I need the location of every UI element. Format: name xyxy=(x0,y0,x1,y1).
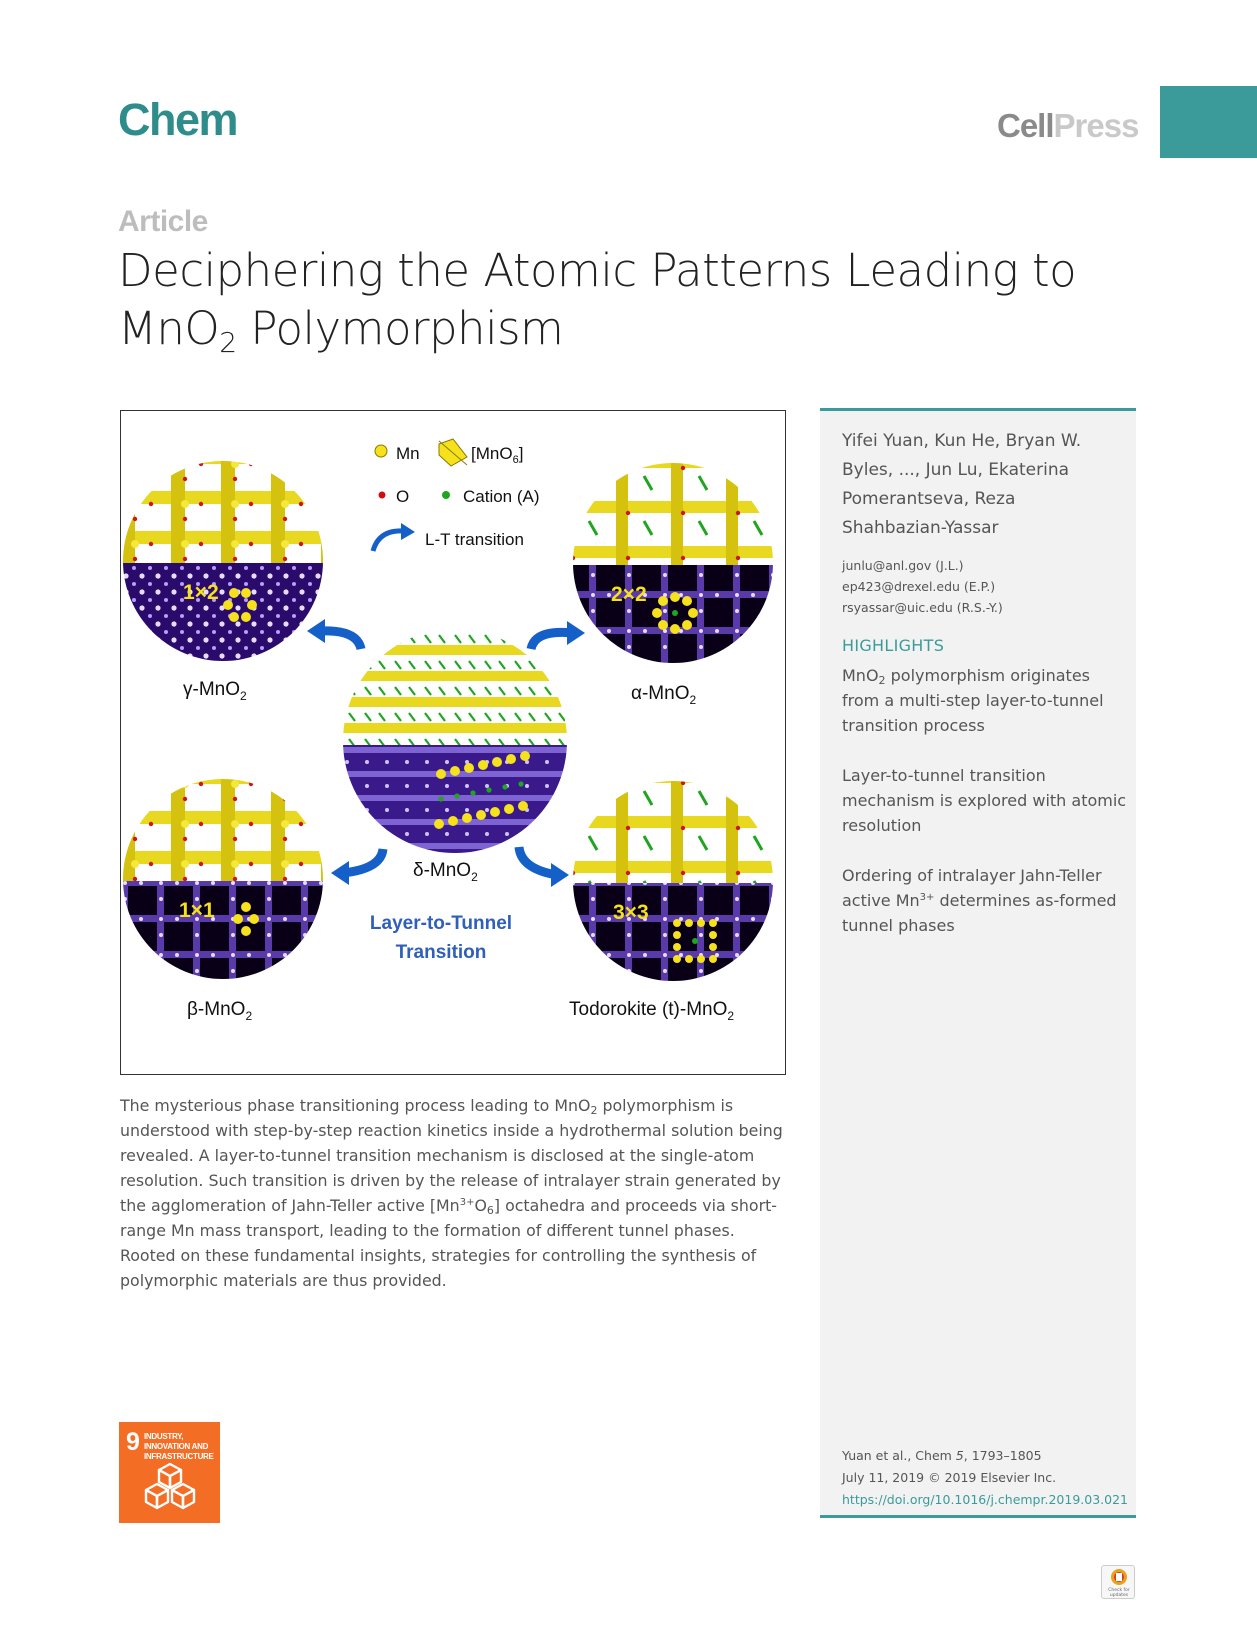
highlights-heading: HIGHLIGHTS xyxy=(842,636,945,655)
center-caption-line1: Layer-to-Tunnel xyxy=(369,913,513,934)
citation-date: July 11, 2019 © 2019 Elsevier Inc. xyxy=(842,1470,1057,1485)
email-link[interactable]: junlu@anl.gov (J.L.) xyxy=(842,558,964,573)
todorokite-mno2-circle xyxy=(571,781,781,983)
email-link[interactable]: rsyassar@uic.edu (R.S.-Y.) xyxy=(842,600,1003,615)
section-color-tab xyxy=(1160,86,1257,158)
legend-cation-marker xyxy=(442,491,450,499)
alpha-mno2-circle xyxy=(571,463,781,665)
gamma-mno2-label: γ-MnO$_2$ xyxy=(183,679,247,703)
gamma-tunnel-size: 1×2 xyxy=(183,581,219,604)
title-line-1: Deciphering the Atomic Patterns Leading to xyxy=(118,244,1077,297)
graphical-abstract xyxy=(120,410,786,1075)
journal-logo: Chem xyxy=(118,94,238,145)
highlight-item: Layer-to-tunnel transition mechanism is explored with atomic resolution xyxy=(842,766,1127,835)
graphical-abstract-drawing xyxy=(121,411,785,1074)
arrow-to-gamma xyxy=(319,631,361,649)
legend-mno6-marker xyxy=(439,439,467,466)
correspondence-emails xyxy=(842,555,1003,618)
legend-mn-marker xyxy=(375,445,387,457)
publisher-logo xyxy=(997,107,1138,145)
highlights-list xyxy=(842,663,1132,963)
citation-block xyxy=(842,1445,1128,1511)
check-for-updates-badge[interactable] xyxy=(1101,1565,1135,1599)
center-caption-line2: Transition xyxy=(395,942,487,963)
sdg-label: INDUSTRY, INNOVATION AND INFRASTRUCTURE xyxy=(144,1432,214,1461)
legend-mn-label: Mn xyxy=(396,444,420,463)
delta-mno2-label: δ-MnO$_2$ xyxy=(413,860,478,884)
alpha-cation-dot xyxy=(672,610,678,616)
alpha-tunnel-size: 2×2 xyxy=(611,583,647,606)
legend-lt-arrow xyxy=(373,531,405,551)
article-title xyxy=(118,242,1138,358)
updates-icon xyxy=(1102,1566,1136,1588)
article-type: Article xyxy=(118,205,208,238)
publisher-logo-part1: Cell xyxy=(997,107,1054,144)
email-link[interactable]: ep423@drexel.edu (E.P.) xyxy=(842,579,996,594)
updates-label: Check for updates xyxy=(1108,1588,1130,1598)
publisher-logo-part2: Press xyxy=(1053,107,1139,144)
author-list: Yifei Yuan, Kun He, Bryan W. Byles, ..., Jun Lu, Ekaterina Pomerantseva, Reza Shahbazian-Yassar xyxy=(842,431,1082,538)
delta-mno2-circle xyxy=(331,621,571,865)
title-line-2: MnO$_2$ Polymorphism xyxy=(118,302,564,359)
legend-mno6-label: [MnO$_6$] xyxy=(471,444,524,466)
beta-mno2-circle xyxy=(121,779,331,981)
legend-lt-label: L-T transition xyxy=(425,530,524,549)
todorokite-mno2-label: Todorokite (t)-MnO$_2$ xyxy=(569,999,735,1023)
todorokite-tunnel-size: 3×3 xyxy=(613,901,649,924)
legend-cation-label: Cation (A) xyxy=(463,487,540,506)
highlight-item: MnO$_2$ polymorphism originates from a multi-step layer-to-tunnel transition process xyxy=(842,666,1104,735)
gamma-mno2-circle xyxy=(121,461,331,663)
legend xyxy=(373,439,540,551)
highlight-item: Ordering of intralayer Jahn-Teller active $Mn^{3+}$ determines as-formed tunnel phases xyxy=(842,866,1117,935)
beta-mno2-label: β-MnO$_2$ xyxy=(187,999,253,1023)
alpha-mno2-label: α-MnO$_2$ xyxy=(631,683,697,707)
sdg-number: 9 xyxy=(126,1428,140,1456)
legend-o-marker xyxy=(379,492,386,499)
cubes-icon xyxy=(143,1462,197,1516)
doi-link[interactable]: https://doi.org/10.1016/j.chempr.2019.03.021 xyxy=(842,1492,1128,1507)
arrow-to-alpha xyxy=(531,632,573,649)
sidebar xyxy=(820,408,1136,1518)
beta-tunnel-size: 1×1 xyxy=(179,899,215,922)
legend-o-label: O xyxy=(396,487,410,506)
todorokite-cation-dot xyxy=(692,938,698,944)
abstract-text: The mysterious phase transitioning process leading to MnO$_2$ polymorphism is understood with step-by-step reaction kinetics inside a hydrothermal solution being revealed. A layer-to-tunnel transition mechanism is disclosed at the single-atom resolution. Such transition is driven by the release of intralayer strain generated by the agglomeration of Jahn-Teller active $[Mn^{3+}O_6]$ octahedra and proceeds via short-range Mn mass transport, leading to the formation of different tunnel phases. Rooted on these fundamental insights, strategies for controlling the synthesis of polymorphic materials are thus provided. xyxy=(120,1096,783,1290)
citation-line: Yuan et al., Chem 5, 1793–1805 xyxy=(842,1448,1042,1463)
sdg-9-badge xyxy=(119,1422,220,1523)
